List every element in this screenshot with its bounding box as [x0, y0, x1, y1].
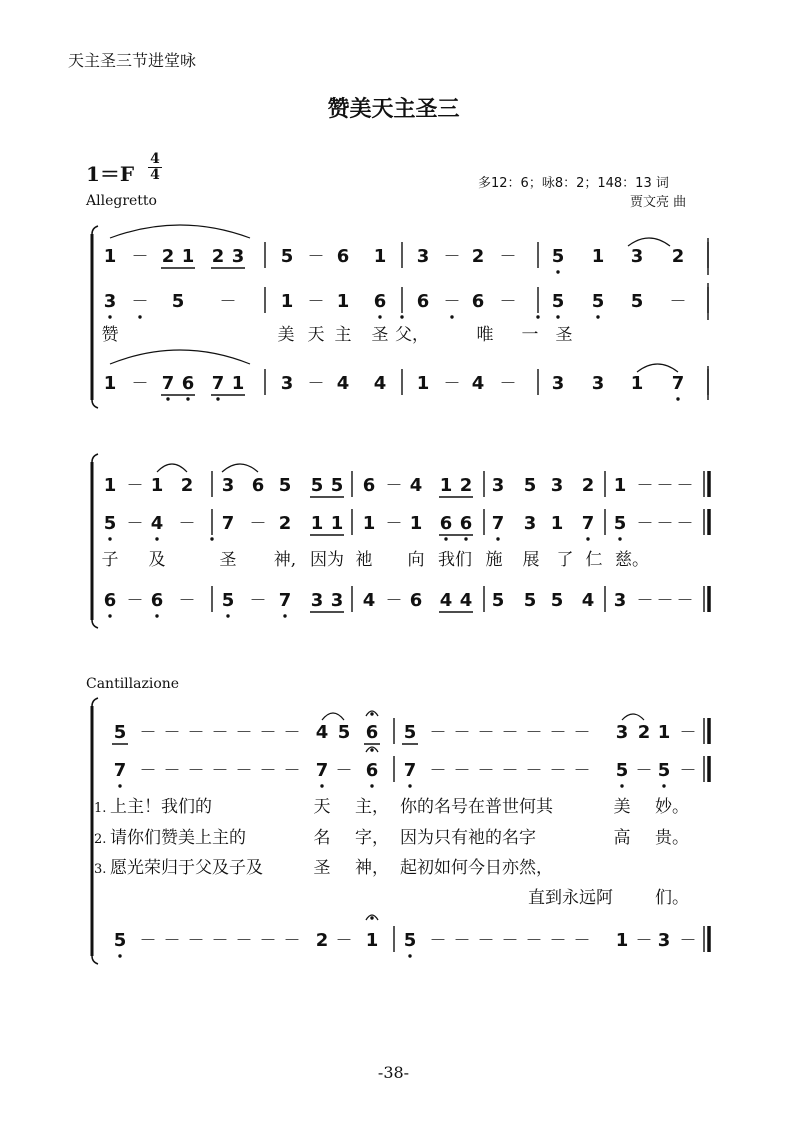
verse-text: 直到永远阿	[528, 888, 613, 908]
bass-dash: －	[573, 931, 591, 951]
soprano-note: 6	[362, 475, 376, 496]
alto-note: 7	[221, 513, 235, 534]
alto-note: 7	[315, 760, 329, 781]
verse-text: 起初如何今日亦然，	[400, 858, 553, 878]
bass-note: 3	[310, 590, 324, 611]
soprano-dash: －	[126, 476, 144, 496]
lyric: 及	[148, 550, 166, 570]
alto-note: 1	[409, 513, 423, 534]
lyric: 一	[521, 325, 539, 345]
bass-note: 5	[221, 590, 235, 611]
soprano-dash: －	[429, 723, 447, 743]
soprano-dash: －	[443, 247, 461, 267]
verse-text: 高	[613, 828, 631, 848]
verse-text: 神，	[355, 858, 389, 878]
bass-dash: －	[139, 931, 157, 951]
verse-text: 妙。	[655, 797, 689, 817]
soprano-note: 1	[150, 475, 164, 496]
slur	[222, 464, 258, 472]
verse-text: 圣	[313, 858, 331, 878]
bass-dash: －	[259, 931, 277, 951]
soprano-note: 4	[409, 475, 423, 496]
soprano-dash: －	[679, 723, 697, 743]
alto-note: 1	[362, 513, 376, 534]
soprano-note: 2	[161, 246, 175, 267]
bass-note: 1	[365, 930, 379, 951]
bass-note: 7	[278, 590, 292, 611]
lyric: 展	[522, 550, 540, 570]
soprano-note: 5	[113, 722, 127, 743]
bass-note: 1	[103, 373, 117, 394]
bass-note: 4	[439, 590, 453, 611]
alto-dash: －	[178, 514, 196, 534]
bass-note: 2	[315, 930, 329, 951]
alto-note: 1	[336, 291, 350, 312]
soprano-dash: －	[187, 723, 205, 743]
verse-text: 你的名号在普世何其	[400, 797, 553, 817]
bass-note: 3	[613, 590, 627, 611]
soprano-note: 2	[471, 246, 485, 267]
bass-note: 6	[150, 590, 164, 611]
bass-dash: －	[499, 374, 517, 394]
alto-dash: －	[453, 761, 471, 781]
alto-note: 5	[591, 291, 605, 312]
alto-note: 3	[103, 291, 117, 312]
soprano-note: 3	[231, 246, 245, 267]
octave-dot-low	[138, 315, 141, 318]
octave-dot-low	[676, 397, 679, 400]
bass-dash: －	[187, 931, 205, 951]
bass-note: 6	[409, 590, 423, 611]
bass-note: 4	[362, 590, 376, 611]
bracket-hook-top	[92, 698, 98, 706]
alto-dash: －	[219, 292, 237, 312]
alto-note: 1	[550, 513, 564, 534]
bracket-hook-top	[92, 454, 98, 462]
slur	[637, 364, 678, 372]
bass-note: 7	[211, 373, 225, 394]
soprano-note: 5	[310, 475, 324, 496]
bracket-hook-top	[92, 226, 98, 234]
soprano-note: 3	[615, 722, 629, 743]
soprano-dash: －	[259, 723, 277, 743]
octave-dot-low	[662, 784, 665, 787]
verse-text: 上主！我们的	[110, 797, 212, 817]
octave-dot-low	[370, 784, 373, 787]
verse-text: 贵。	[655, 828, 689, 848]
alto-note: 1	[280, 291, 294, 312]
lyric: 圣	[219, 550, 237, 570]
bass-dash: －	[178, 591, 196, 611]
alto-note: 7	[581, 513, 595, 534]
octave-dot-low	[283, 614, 286, 617]
soprano-note: 2	[180, 475, 194, 496]
alto-dash: －	[669, 292, 687, 312]
octave-dot-low	[216, 397, 219, 400]
alto-dash: －	[573, 761, 591, 781]
lyric: 美	[277, 325, 295, 345]
soprano-dash: －	[499, 247, 517, 267]
alto-dash: －	[525, 761, 543, 781]
fermata-dot	[370, 712, 373, 715]
alto-dash: －	[477, 761, 495, 781]
soprano-note: 3	[550, 475, 564, 496]
lyric: 唯	[476, 325, 494, 345]
soprano-dash: －	[525, 723, 543, 743]
alto-dash: －	[679, 761, 697, 781]
octave-dot-low	[108, 315, 111, 318]
soprano-note: 1	[591, 246, 605, 267]
octave-dot-low	[186, 397, 189, 400]
octave-dot-low	[444, 537, 447, 540]
soprano-dash: －	[211, 723, 229, 743]
lyric: 主	[334, 325, 352, 345]
bass-note: 4	[373, 373, 387, 394]
soprano-dash: －	[385, 476, 403, 496]
alto-dash: －	[635, 761, 653, 781]
bass-dash: －	[453, 931, 471, 951]
bass-dash: －	[549, 931, 567, 951]
octave-dot-low	[378, 315, 381, 318]
bass-dash: －	[283, 931, 301, 951]
bass-dash: －	[443, 374, 461, 394]
bass-note: 4	[581, 590, 595, 611]
alto-dash: －	[163, 761, 181, 781]
soprano-dash: －	[501, 723, 519, 743]
bass-note: 3	[657, 930, 671, 951]
soprano-dash: －	[283, 723, 301, 743]
slur	[110, 225, 250, 238]
soprano-dash: －	[453, 723, 471, 743]
bass-dash: －	[126, 591, 144, 611]
alto-note: 2	[278, 513, 292, 534]
bass-note: 5	[550, 590, 564, 611]
alto-dash: －	[235, 761, 253, 781]
alto-note: 5	[630, 291, 644, 312]
alto-dash: －	[499, 292, 517, 312]
alto-note: 5	[171, 291, 185, 312]
octave-dot-low	[155, 537, 158, 540]
lyric: 因为	[310, 550, 344, 570]
alto-note: 5	[551, 291, 565, 312]
soprano-note: 1	[103, 246, 117, 267]
lyric: 天	[307, 325, 325, 345]
soprano-note: 5	[523, 475, 537, 496]
lyric: 向	[407, 550, 425, 570]
bracket-hook-bottom	[92, 400, 98, 408]
alto-note: 5	[103, 513, 117, 534]
alto-note: 5	[615, 760, 629, 781]
soprano-note: 1	[373, 246, 387, 267]
octave-dot-low	[450, 315, 453, 318]
alto-dash: －	[443, 292, 461, 312]
soprano-note: 1	[657, 722, 671, 743]
octave-dot-low	[620, 784, 623, 787]
alto-dash: －	[126, 514, 144, 534]
alto-dash: －	[676, 514, 694, 534]
page-title: 赞美天主圣三	[327, 97, 460, 122]
bass-note: 5	[523, 590, 537, 611]
octave-dot-low	[596, 315, 599, 318]
alto-note: 6	[373, 291, 387, 312]
soprano-note: 5	[280, 246, 294, 267]
soprano-note: 3	[221, 475, 235, 496]
alto-dash: －	[131, 292, 149, 312]
octave-dot-low	[556, 315, 559, 318]
alto-note: 6	[365, 760, 379, 781]
lyric: 圣	[371, 325, 389, 345]
bass-dash: －	[249, 591, 267, 611]
bass-note: 1	[416, 373, 430, 394]
octave-dot-low	[226, 614, 229, 617]
lyric: 了	[556, 550, 574, 570]
soprano-note: 3	[491, 475, 505, 496]
bass-note: 1	[615, 930, 629, 951]
fermata-dot	[370, 916, 373, 919]
alto-dash: －	[259, 761, 277, 781]
alto-note: 6	[416, 291, 430, 312]
soprano-note: 6	[336, 246, 350, 267]
octave-dot-low	[408, 954, 411, 957]
bass-dash: －	[501, 931, 519, 951]
tempo-marking: Allegretto	[86, 193, 157, 209]
bracket-hook-bottom	[92, 620, 98, 628]
alto-note: 5	[613, 513, 627, 534]
bass-dash: －	[679, 931, 697, 951]
credits-composer: 贾文亮 曲	[630, 195, 687, 210]
soprano-dash: －	[549, 723, 567, 743]
time-signature-bottom: 4	[148, 167, 162, 183]
soprano-note: 4	[315, 722, 329, 743]
bass-note: 6	[181, 373, 195, 394]
fermata-dot	[370, 748, 373, 751]
bass-dash: －	[335, 931, 353, 951]
bracket-hook-bottom	[92, 956, 98, 964]
bass-note: 7	[161, 373, 175, 394]
bass-note: 1	[231, 373, 245, 394]
alto-note: 5	[657, 760, 671, 781]
octave-dot-low	[166, 397, 169, 400]
soprano-note: 5	[403, 722, 417, 743]
soprano-note: 6	[251, 475, 265, 496]
lyric: 仁	[585, 550, 603, 570]
soprano-dash: －	[163, 723, 181, 743]
alto-dash: －	[249, 514, 267, 534]
alto-note: 6	[471, 291, 485, 312]
bass-note: 1	[630, 373, 644, 394]
soprano-note: 2	[211, 246, 225, 267]
octave-dot-low	[618, 537, 621, 540]
alto-dash: －	[187, 761, 205, 781]
credits-lyricist: 多12：6；咏8：2；148：13 词	[478, 176, 669, 191]
verse-text: 主，	[355, 797, 389, 817]
lyric: 我们	[438, 550, 472, 570]
bass-dash: －	[429, 931, 447, 951]
soprano-note: 5	[278, 475, 292, 496]
alto-note: 6	[439, 513, 453, 534]
lyric: 子	[101, 550, 119, 570]
bass-note: 3	[551, 373, 565, 394]
octave-dot-low	[108, 537, 111, 540]
alto-dash: －	[335, 761, 353, 781]
bass-dash: －	[211, 931, 229, 951]
soprano-note: 5	[330, 475, 344, 496]
slur	[157, 464, 187, 472]
alto-dash: －	[636, 514, 654, 534]
soprano-dash: －	[307, 247, 325, 267]
octave-dot-low	[408, 784, 411, 787]
verse-text: 字，	[355, 828, 389, 848]
soprano-dash: －	[131, 247, 149, 267]
alto-note: 3	[523, 513, 537, 534]
section-label: Cantillazione	[86, 676, 180, 692]
verse-number: 3.	[94, 862, 107, 877]
soprano-note: 2	[671, 246, 685, 267]
lyric: 神,	[273, 550, 297, 570]
soprano-note: 6	[365, 722, 379, 743]
bass-dash: －	[656, 591, 674, 611]
bass-dash: －	[385, 591, 403, 611]
octave-dot-low	[118, 954, 121, 957]
bass-note: 7	[671, 373, 685, 394]
verse-number: 1.	[94, 801, 107, 816]
alto-note: 4	[150, 513, 164, 534]
soprano-dash: －	[235, 723, 253, 743]
bass-note: 5	[403, 930, 417, 951]
soprano-note: 1	[439, 475, 453, 496]
verse-text: 天	[313, 797, 331, 817]
alto-note: 7	[403, 760, 417, 781]
soprano-note: 2	[637, 722, 651, 743]
soprano-dash: －	[477, 723, 495, 743]
soprano-dash: －	[676, 476, 694, 496]
octave-dot-low	[556, 270, 559, 273]
alto-dash: －	[139, 761, 157, 781]
octave-dot-low	[586, 537, 589, 540]
alto-dash: －	[501, 761, 519, 781]
lyric: 祂	[355, 550, 373, 570]
bass-dash: －	[477, 931, 495, 951]
lyric: 施	[485, 550, 503, 570]
time-signature-top: 4	[150, 151, 160, 167]
alto-dash: －	[307, 292, 325, 312]
lyric: 赞	[101, 325, 119, 345]
alto-dash: －	[656, 514, 674, 534]
octave-dot-low	[210, 537, 213, 540]
lyric: 父，	[395, 325, 429, 345]
lyric: 圣	[555, 325, 573, 345]
bass-note: 5	[491, 590, 505, 611]
verse-text: 请你们赞美上主的	[110, 828, 246, 848]
verse-text: 名	[313, 828, 331, 848]
bass-dash: －	[636, 591, 654, 611]
bass-note: 4	[459, 590, 473, 611]
alto-dash: －	[283, 761, 301, 781]
alto-note: 7	[113, 760, 127, 781]
octave-dot-low	[464, 537, 467, 540]
slur	[322, 713, 344, 720]
bass-note: 6	[103, 590, 117, 611]
slur	[110, 350, 250, 364]
octave-dot-low	[496, 537, 499, 540]
bass-dash: －	[635, 931, 653, 951]
soprano-dash: －	[139, 723, 157, 743]
header-label: 天主圣三节进堂咏	[68, 51, 197, 70]
alto-note: 1	[310, 513, 324, 534]
octave-dot-low	[400, 315, 403, 318]
bass-dash: －	[163, 931, 181, 951]
soprano-dash: －	[573, 723, 591, 743]
soprano-note: 3	[416, 246, 430, 267]
soprano-note: 5	[551, 246, 565, 267]
soprano-note: 1	[613, 475, 627, 496]
bass-note: 4	[336, 373, 350, 394]
bass-note: 4	[471, 373, 485, 394]
octave-dot-low	[320, 784, 323, 787]
verse-text: 美	[613, 797, 631, 817]
bass-note: 3	[591, 373, 605, 394]
octave-dot-low	[108, 614, 111, 617]
alto-note: 1	[330, 513, 344, 534]
bass-note: 5	[113, 930, 127, 951]
octave-dot-low	[155, 614, 158, 617]
bass-dash: －	[235, 931, 253, 951]
soprano-dash: －	[656, 476, 674, 496]
alto-dash: －	[549, 761, 567, 781]
slur	[628, 238, 670, 246]
page-number: -38-	[377, 1063, 410, 1082]
verse-text: 因为只有祂的名字	[400, 828, 536, 848]
bass-note: 3	[280, 373, 294, 394]
octave-dot-low	[118, 784, 121, 787]
verse-text: 们。	[655, 888, 689, 908]
key-signature: 1＝F	[86, 162, 135, 186]
soprano-note: 2	[459, 475, 473, 496]
soprano-note: 2	[581, 475, 595, 496]
bass-note: 3	[330, 590, 344, 611]
bass-dash: －	[307, 374, 325, 394]
alto-note: 7	[491, 513, 505, 534]
bass-dash: －	[676, 591, 694, 611]
alto-note: 6	[459, 513, 473, 534]
verse-number: 2.	[94, 832, 107, 847]
soprano-note: 5	[337, 722, 351, 743]
soprano-note: 1	[181, 246, 195, 267]
soprano-dash: －	[636, 476, 654, 496]
slur	[622, 714, 644, 720]
verse-text: 愿光荣归于父及子及	[110, 858, 263, 878]
soprano-note: 1	[103, 475, 117, 496]
bass-dash: －	[525, 931, 543, 951]
octave-dot-low	[536, 315, 539, 318]
bass-dash: －	[131, 374, 149, 394]
alto-dash: －	[211, 761, 229, 781]
lyric: 慈。	[615, 550, 649, 570]
alto-dash: －	[385, 514, 403, 534]
soprano-note: 3	[630, 246, 644, 267]
alto-dash: －	[429, 761, 447, 781]
